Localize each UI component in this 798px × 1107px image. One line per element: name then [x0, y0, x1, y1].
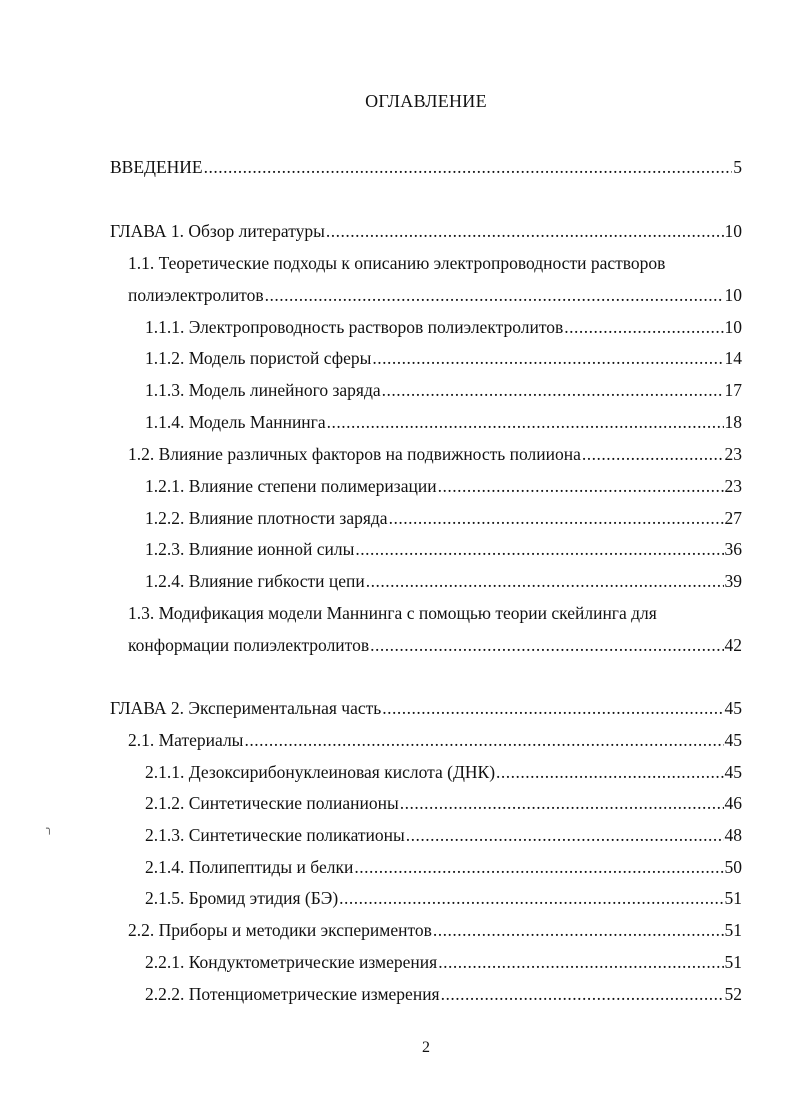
toc-page-number: 18 [724, 412, 742, 432]
toc-page-number: 23 [724, 444, 742, 464]
toc-entry-text: 1.1.1. Электропроводность растворов полиэлектролитов [145, 317, 564, 337]
toc-entry-2-1[interactable] [128, 728, 742, 752]
margin-mark: ╮ [46, 823, 53, 835]
toc-entry-chapter-1[interactable] [110, 219, 742, 243]
toc-entry-intro[interactable] [110, 155, 742, 179]
toc-entry-text: полиэлектролитов [128, 285, 264, 305]
toc-entry-1-1-2[interactable] [145, 346, 742, 370]
toc-entry-1-2-1[interactable] [145, 474, 742, 498]
toc-entry-text: ГЛАВА 2. Экспериментальная часть [110, 698, 382, 718]
toc-leader-dots [433, 918, 724, 942]
toc-page-number: 27 [724, 508, 742, 528]
toc-leader-dots [389, 506, 724, 530]
toc-leader-dots [354, 855, 723, 879]
toc-page-number: 46 [724, 793, 742, 813]
toc-leader-dots [438, 950, 723, 974]
toc-entry-text: 1.2.3. Влияние ионной силы [145, 539, 355, 559]
toc-entry-text: 1.2.4. Влияние гибкости цепи [145, 571, 365, 591]
toc-leader-dots [204, 155, 733, 179]
toc-entry-text: 1.2.1. Влияние степени полимеризации [145, 476, 437, 496]
toc-entry-2-1-1[interactable] [145, 760, 742, 784]
toc-leader-dots [326, 219, 724, 243]
toc-entry-1-2[interactable] [128, 442, 742, 466]
toc-entry-text: конформации полиэлектролитов [128, 635, 370, 655]
toc-entry-1-3[interactable] [128, 633, 742, 657]
page-title: ОГЛАВЛЕНИЕ [365, 91, 487, 111]
toc-page-number: 45 [724, 730, 742, 750]
toc-entry-2-1-4[interactable] [145, 855, 742, 879]
toc-entry-2-2-1[interactable] [145, 950, 742, 974]
toc-page-number: 51 [724, 888, 742, 908]
toc-entry-1-2-4[interactable] [145, 569, 742, 593]
toc-entry-1-2-3[interactable] [145, 537, 742, 561]
toc-entry-text: 2.2.1. Кондуктометрические измерения [145, 952, 438, 972]
toc-entry-text: 1.2. Влияние различных факторов на подвижность полииона [128, 444, 581, 464]
toc-leader-dots [339, 886, 723, 910]
toc-page-number: 48 [724, 825, 742, 845]
toc-entry-text: 2.1.3. Синтетические поликатионы [145, 825, 405, 845]
toc-entry-text: 1.2.2. Влияние плотности заряда [145, 508, 388, 528]
toc-entry-text: 2.1.5. Бромид этидия (БЭ) [145, 888, 339, 908]
toc-leader-dots [496, 760, 723, 784]
toc-entry-text: 2.2. Приборы и методики экспериментов [128, 920, 432, 940]
toc-page-number: 10 [724, 221, 742, 241]
toc-leader-dots [327, 410, 724, 434]
toc-entry-2-1-2[interactable] [145, 791, 742, 815]
toc-leader-dots [582, 442, 724, 466]
toc-entry-1-1-3[interactable] [145, 378, 742, 402]
toc-entry-text: 1.1.4. Модель Маннинга [145, 412, 326, 432]
toc-leader-dots [244, 728, 723, 752]
toc-leader-dots [366, 569, 724, 593]
toc-page-number: 14 [724, 348, 742, 368]
toc-page-number: 45 [724, 698, 742, 718]
toc-leader-dots [438, 474, 724, 498]
toc-page-number: 42 [724, 635, 742, 655]
toc-page-number: 17 [724, 380, 742, 400]
toc-entry-text: 2.1.1. Дезоксирибонуклеиновая кислота (ДНК) [145, 762, 496, 782]
toc-entry-chapter-2[interactable] [110, 696, 742, 720]
toc-entry-text: ВВЕДЕНИЕ [110, 157, 203, 177]
toc-page-number: 45 [724, 762, 742, 782]
toc-page-number: 5 [733, 157, 742, 177]
toc-page-number: 50 [724, 857, 742, 877]
toc-leader-dots [355, 537, 723, 561]
toc-entry-text: 2.1.2. Синтетические полианионы [145, 793, 399, 813]
toc-entry-text: ГЛАВА 1. Обзор литературы [110, 221, 325, 241]
toc-entry-2-2-2[interactable] [145, 982, 742, 1006]
toc-leader-dots [382, 378, 724, 402]
toc-page-number: 51 [724, 920, 742, 940]
toc-leader-dots [406, 823, 724, 847]
toc-entry-1-1-4[interactable] [145, 410, 742, 434]
toc-page-number: 51 [724, 952, 742, 972]
toc-entry-1-2-2[interactable] [145, 506, 742, 530]
toc-leader-dots [400, 791, 724, 815]
toc-leader-dots [441, 982, 724, 1006]
toc-entry-1-1[interactable] [128, 283, 742, 307]
toc-entry-text: 1.1.2. Модель пористой сферы [145, 348, 372, 368]
toc-leader-dots [265, 283, 724, 307]
page-number: 2 [422, 1039, 430, 1056]
toc-entry-2-1-3[interactable] [145, 823, 742, 847]
toc-page-number: 10 [724, 285, 742, 305]
toc-page-number: 10 [724, 317, 742, 337]
toc-leader-dots [382, 696, 723, 720]
toc-leader-dots [370, 633, 723, 657]
toc-entry-text: 1.1.3. Модель линейного заряда [145, 380, 381, 400]
toc-entry-text: 2.1. Материалы [128, 730, 244, 750]
toc-page-number: 36 [724, 539, 742, 559]
toc-page-number: 39 [724, 571, 742, 591]
toc-page-number: 52 [724, 984, 742, 1004]
toc-entry-1-1-1[interactable] [145, 315, 742, 339]
toc-entry-2-1-5[interactable] [145, 886, 742, 910]
toc-entry-text: 2.2.2. Потенциометрические измерения [145, 984, 440, 1004]
toc-entry-2-2[interactable] [128, 918, 742, 942]
toc-leader-dots [372, 346, 723, 370]
toc-leader-dots [564, 315, 723, 339]
toc-page-number: 23 [724, 476, 742, 496]
toc-entry-1-1-line1[interactable]: 1.1. Теоретические подходы к описанию электропроводности растворов [128, 253, 666, 273]
toc-entry-text: 2.1.4. Полипептиды и белки [145, 857, 354, 877]
toc-entry-1-3-line1[interactable]: 1.3. Модификация модели Маннинга с помощью теории скейлинга для [128, 603, 657, 623]
